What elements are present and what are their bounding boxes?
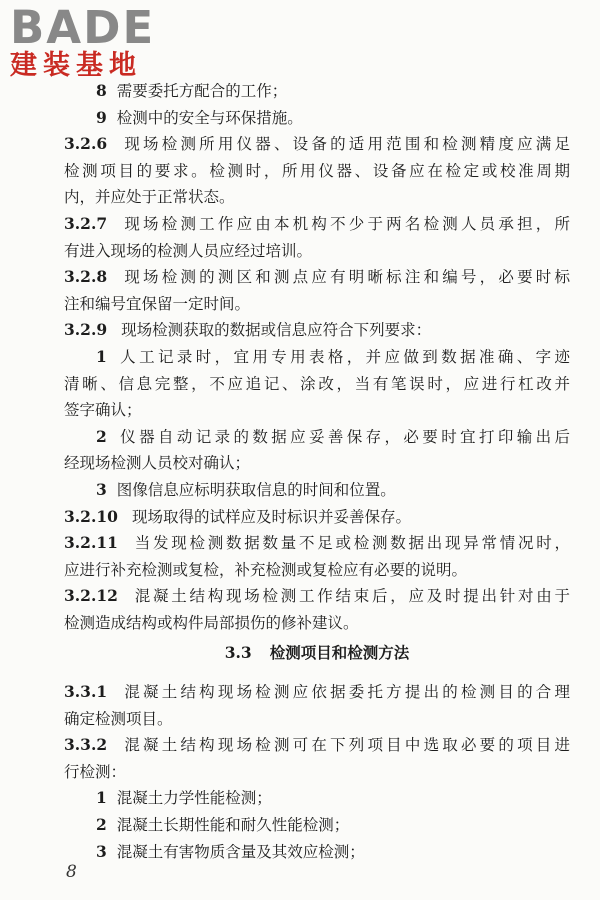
- line-text: 图像信息应标明获取信息的时间和位置。: [116, 480, 396, 499]
- clause-number: 3.3.2: [64, 735, 108, 755]
- clause-line: [64, 131, 570, 158]
- clause-line: [64, 504, 570, 531]
- line-text: 内，并应处于正常状态。: [64, 188, 235, 207]
- list-item-line: [64, 424, 570, 451]
- item-number: 8: [96, 81, 107, 100]
- line-text: 需要委托方配合的工作；: [116, 82, 288, 100]
- clause-line: [64, 732, 570, 759]
- clause-number: 3.2.12: [64, 586, 118, 606]
- clause-line: [64, 264, 570, 291]
- list-item-line: [64, 450, 570, 477]
- clause-line: [64, 759, 570, 786]
- line-text: 混凝土结构现场检测应依据委托方提出的检测目的合理: [121, 683, 570, 702]
- clause-line: [64, 184, 570, 211]
- clause-number: 3.2.8: [64, 267, 108, 287]
- item-number: 3: [96, 841, 107, 861]
- clause-number: 3.2.10: [64, 506, 118, 526]
- clause-line: [64, 158, 570, 185]
- line-text: 现场取得的试样应及时标识并妥善保存。: [131, 507, 411, 526]
- list-item-line: [64, 785, 570, 812]
- line-text: 混凝土结构现场检测工作结束后，应及时提出针对由于: [131, 587, 570, 606]
- line-text: 混凝土有害物质含量及其效应检测；: [116, 842, 365, 861]
- clause-line: [64, 317, 570, 344]
- item-number: 2: [96, 426, 107, 446]
- clause-line: [64, 291, 570, 318]
- item-number: 1: [96, 788, 107, 808]
- clause-line: [64, 583, 570, 610]
- list-item-line: [64, 839, 570, 866]
- line-text: 现场检测的测区和测点应有明晰标注和编号，必要时标: [121, 268, 570, 287]
- clause-number: 3.3.1: [64, 682, 108, 702]
- line-text: 经现场检测人员校对确认；: [64, 454, 251, 473]
- line-text: 当发现检测数据数量不足或检测数据出现异常情况时，: [131, 534, 570, 553]
- line-text: 混凝土结构现场检测可在下列项目中选取必要的项目进: [121, 736, 570, 755]
- line-text: 签字确认；: [64, 401, 142, 420]
- line-text: 有进入现场的检测人员应经过培训。: [64, 241, 313, 260]
- list-item-line: [64, 344, 570, 371]
- clause-line: [64, 557, 570, 584]
- line-text: 混凝土力学性能检测；: [116, 789, 272, 808]
- clause-line: [64, 238, 570, 265]
- line-text: 现场检测工作应由本机构不少于两名检测人员承担，所: [121, 214, 570, 233]
- line-text: 行检测：: [64, 762, 127, 781]
- list-item-line: [64, 397, 570, 424]
- list-item-line: [64, 78, 570, 105]
- section-number: 3.3: [224, 643, 252, 663]
- list-item-line: [64, 371, 570, 398]
- clause-line: [64, 706, 570, 733]
- line-text: 检测造成结构或构件局部损伤的修补建议。: [64, 613, 359, 632]
- logo-brand: BADE: [10, 1, 156, 54]
- line-text: 现场检测所用仪器、设备的适用范围和检测精度应满足: [121, 135, 570, 154]
- clause-line: [64, 530, 570, 557]
- line-text: 应进行补充检测或复检，补充检测或复检应有必要的说明。: [64, 560, 468, 579]
- logo-subtitle: 建装基地: [10, 50, 142, 81]
- document-body: [64, 78, 570, 865]
- list-item-line: [64, 105, 570, 132]
- item-number: 9: [96, 107, 107, 127]
- item-number: 2: [96, 815, 107, 835]
- line-text: 检测项目的要求。检测时，所用仪器、设备应在检定或校准周期: [64, 161, 570, 180]
- clause-number: 3.2.7: [64, 213, 108, 233]
- line-text: 确定检测项目。: [64, 709, 173, 728]
- line-text: 清晰、信息完整，不应追记、涂改，当有笔误时，应进行杠改并: [64, 374, 570, 393]
- clause-line: [64, 679, 570, 706]
- section-heading: [64, 640, 570, 667]
- clause-number: 3.2.11: [64, 533, 118, 553]
- line-text: 人工记录时，宜用专用表格，并应做到数据准确、字迹: [116, 347, 570, 366]
- clause-line: [64, 211, 570, 238]
- line-text: 混凝土长期性能和耐久性能检测；: [116, 816, 350, 835]
- item-number: 3: [96, 479, 107, 499]
- line-text: 检测中的安全与环保措施。: [116, 108, 303, 127]
- clause-line: [64, 610, 570, 637]
- line-text: 现场检测获取的数据或信息应符合下列要求：: [121, 321, 432, 340]
- line-text: 仪器自动记录的数据应妥善保存，必要时宜打印输出后: [116, 427, 570, 446]
- line-text: 注和编号宜保留一定时间。: [64, 294, 251, 313]
- clause-number: 3.2.9: [64, 320, 108, 340]
- item-number: 1: [96, 346, 107, 366]
- section-title-text: 检测项目和检测方法: [269, 643, 410, 663]
- clause-number: 3.2.6: [64, 134, 108, 154]
- list-item-line: [64, 477, 570, 504]
- page-number: 8: [66, 862, 77, 882]
- bade-logo: [10, 1, 190, 82]
- list-item-line: [64, 812, 570, 839]
